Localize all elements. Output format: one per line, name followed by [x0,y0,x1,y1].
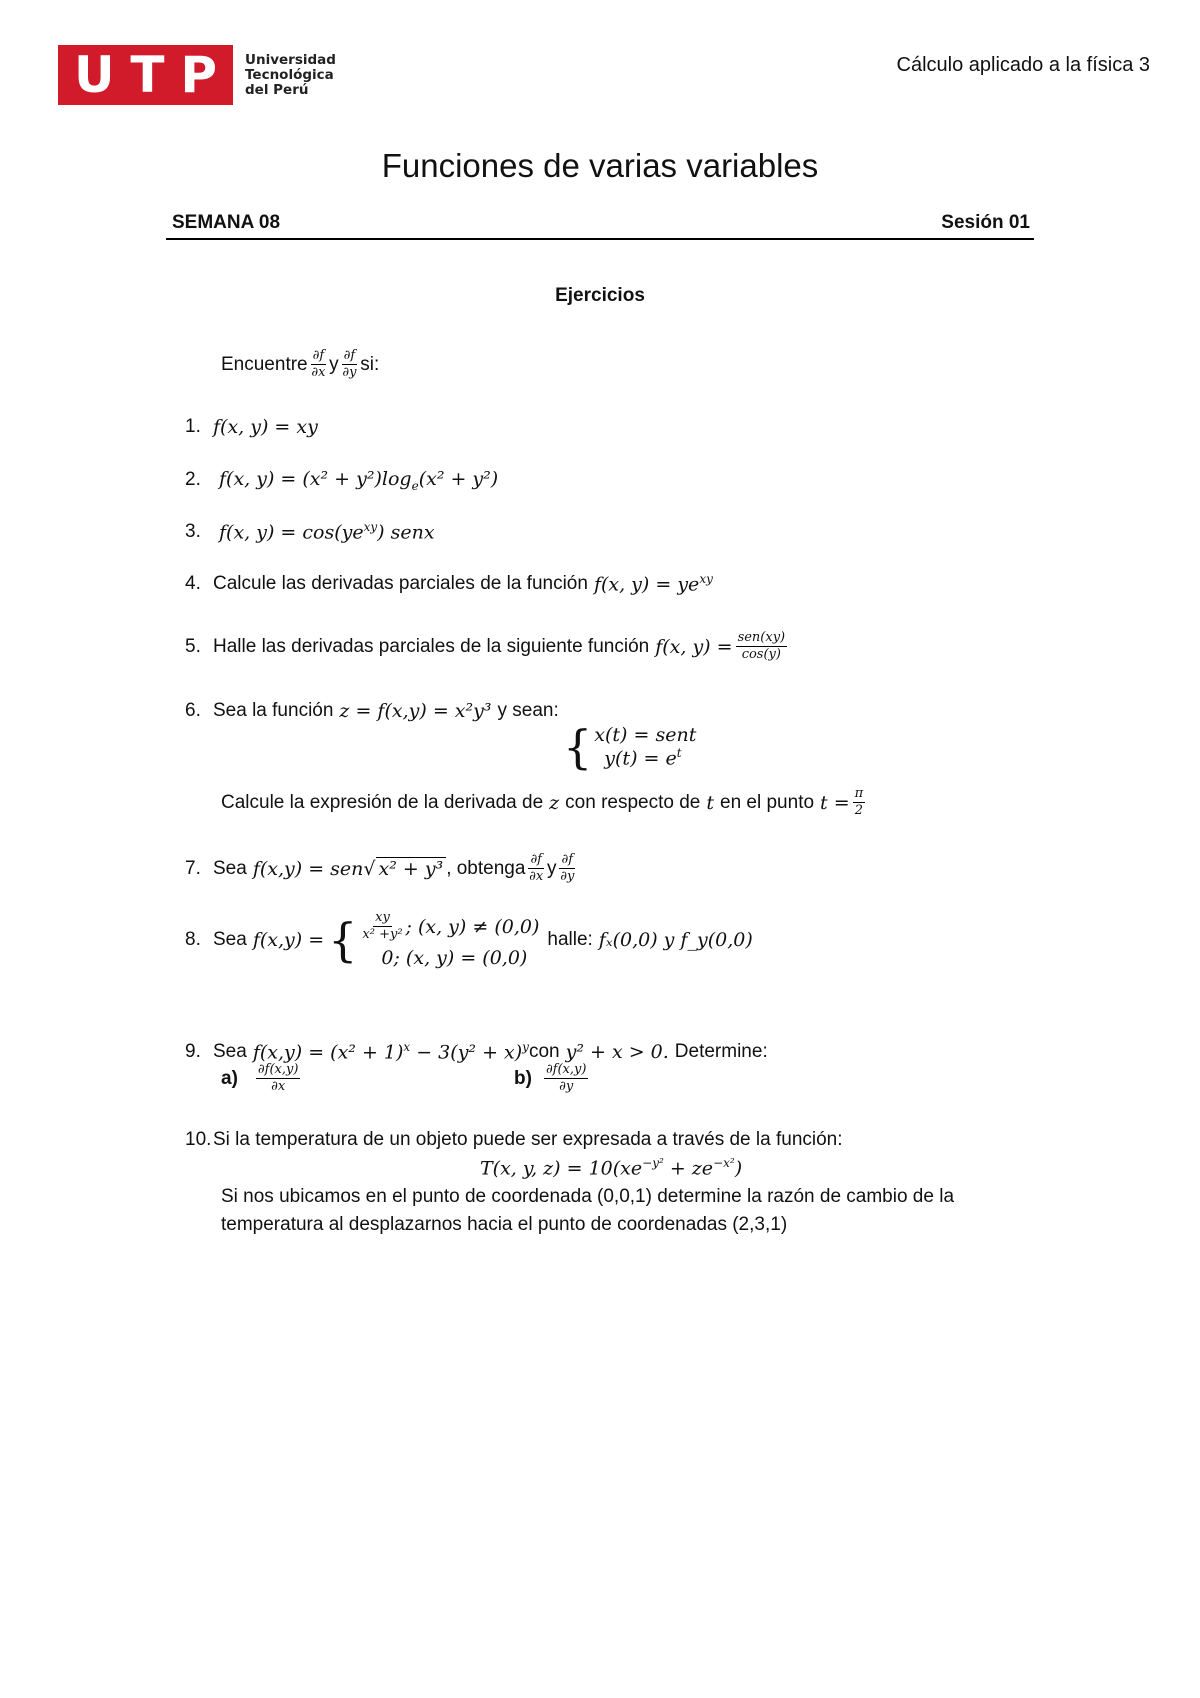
frac-den: x² +y² [362,927,403,942]
brace-glyph: { [563,720,593,774]
exercise-text: Calcule las derivadas parciales de la función [213,572,588,594]
frac-num: π [854,786,864,801]
formula [219,520,435,543]
logo-line-1: Universidad [245,51,336,68]
frac-num: xy [375,910,390,925]
partial-x [311,348,327,381]
case-2: 0; (x, y) = (0,0) [381,947,528,969]
exercise-6 [185,700,559,722]
frac-num: ∂f [343,348,356,363]
exercise-number: 10. [185,1129,212,1150]
exercise-10 [185,1129,843,1151]
exercise-9 [185,1040,768,1063]
exercise-10-text-2: temperatura al desplazarnos hacia el punto de coordenadas (2,3,1) [221,1214,788,1235]
exercise-8 [185,910,753,969]
frac-num: ∂f [561,852,574,867]
exponent: −y² [642,1156,664,1170]
formula-part: + ze [663,1157,714,1180]
exercise-3 [185,520,435,543]
exercise-text: Si la temperatura de un objeto puede ser expresada a través de la función: [213,1129,843,1150]
frac-den: ∂x [271,1079,286,1094]
intro-after: si: [360,353,380,375]
condition: ; (x, y) ≠ (0,0) [405,915,540,938]
formula: fₓ(0,0) y f_y(0,0) [598,928,753,951]
frac-den: 2 [854,803,864,818]
sub-label: b) [514,1067,532,1089]
parametric-system [563,720,697,774]
var-z: z [549,791,560,814]
exercise-7 [185,852,578,885]
exercise-text: con respecto de [565,791,701,813]
formula: f(x,y) = [252,928,325,951]
exercise-number: 5. [185,635,201,657]
formula: t = [820,791,850,814]
intro-instruction [221,348,379,381]
exercise-text: Calcule la expresión de la derivada de [221,791,544,813]
exercise-number: 2. [185,469,201,491]
page-title: Funciones de varias variables [381,147,819,184]
exponent: xy [699,572,713,586]
logo-letter-u: U [73,46,115,104]
exercise-text: Sea [213,1040,247,1062]
frac-num: ∂f [312,348,325,363]
formula-part: − 3(y² + x) [410,1041,523,1064]
logo-text [245,53,336,98]
logo-line-3: del Perú [245,81,309,98]
case-1 [359,910,539,943]
exercise-text: Sea [213,928,247,950]
fraction [853,786,866,819]
exercise-text: Halle las derivadas parciales de la siguiente función [213,635,650,657]
intro-between: y [329,353,339,375]
logo-line-2: Tecnológica [245,66,334,83]
fraction [736,630,788,663]
frac-num: ∂f(x,y) [257,1062,299,1077]
logo-box [58,45,233,105]
exercise-9-b [514,1062,591,1095]
exponent: xy [363,520,378,534]
exercise-9-a [221,1062,303,1095]
case-x: x(t) = sent [594,724,697,747]
exercise-text: en el punto [720,791,815,813]
formula-part: (x² + y²) [418,468,499,490]
case-y [604,746,696,769]
exercise-5 [185,630,790,663]
brace-glyph: { [328,912,358,967]
partial-x [528,852,544,885]
formula-part: f(x, y) = (x² + y²)log [219,468,412,490]
fraction [362,910,402,943]
exercise-text: Determine: [674,1040,768,1062]
formula-part: T(x, y, z) = 10(xe [480,1157,643,1180]
exercise-4 [185,572,713,595]
section-title: Ejercicios [555,285,645,306]
frac-num: ∂f [530,852,542,867]
frac-den: ∂x [311,365,326,380]
formula-part: f(x,y) = (x² + 1) [252,1041,404,1064]
frac-den: ∂y [560,869,575,884]
formula-part: ) [734,1157,743,1180]
formula: f(x,y) = sen [252,857,364,880]
cases [594,724,696,769]
header-divider [166,238,1034,240]
exponent: −x² [713,1156,735,1170]
formula [594,572,713,595]
frac-num: sen(xy) [737,630,786,645]
formula: f(x, y) = xy [213,416,318,438]
formula [219,468,498,493]
course-name: Cálculo aplicado a la física 3 [896,54,1150,76]
sqrt-glyph: √ [363,857,376,880]
utp-logo [58,45,336,105]
exercise-number: 8. [185,928,201,950]
exercise-text: y [546,857,557,879]
exercise-text: Sea [213,857,247,879]
exponent: x [403,1040,411,1054]
exponent: t [676,746,682,761]
formula-part: f(x, y) = cos(ye [219,521,364,544]
session-label: Sesión 01 [941,212,1030,233]
frac-den: cos(y) [741,647,781,662]
frac-den: ∂y [342,365,357,380]
exercise-number: 9. [185,1040,201,1062]
radicand: x² + y³ [376,857,447,880]
log-base: e [411,478,419,493]
partial-y [559,852,575,885]
exercise-number: 6. [185,700,201,721]
exercise-text: Sea la función [213,700,334,721]
frac-num: ∂f(x,y) [545,1062,587,1077]
frac-den: ∂x [529,869,544,884]
exercise-number: 3. [185,520,201,542]
logo-letter-t: T [130,46,165,104]
sub-label: a) [221,1067,238,1089]
exponent: y [522,1040,529,1054]
temperature-formula [480,1156,742,1179]
formula: z = f(x,y) = x²y³ [339,700,492,722]
formula [253,1040,529,1063]
formula-part: f(x, y) = ye [593,573,700,596]
exercise-number: 1. [185,416,201,437]
formula-part: y(t) = e [604,747,677,770]
exercise-text: con [528,1040,560,1062]
exercise-number: 7. [185,857,201,879]
exercise-number: 4. [185,572,201,594]
fraction [544,1062,589,1095]
exercise-6-question [221,786,868,819]
partial-y [342,348,358,381]
exercise-text: , obtenga [446,857,526,879]
exercise-2 [185,468,498,493]
exercise-text: halle: [547,928,593,950]
week-label: SEMANA 08 [172,212,281,233]
cases [359,910,539,969]
intro-before: Encuentre [221,353,308,375]
formula: f(x, y) = [655,635,733,658]
formula: y² + x > 0. [565,1040,669,1063]
exercise-text: y sean: [497,700,559,721]
formula-part: ) senx [377,521,435,544]
logo-letter-p: P [180,46,218,104]
frac-den: ∂y [559,1079,574,1094]
exercise-10-text-1: Si nos ubicamos en el punto de coordenada (0,0,1) determine la razón de cambio de la [221,1186,955,1207]
exercise-1 [185,416,318,438]
var-t: t [706,791,715,814]
fraction [256,1062,301,1095]
